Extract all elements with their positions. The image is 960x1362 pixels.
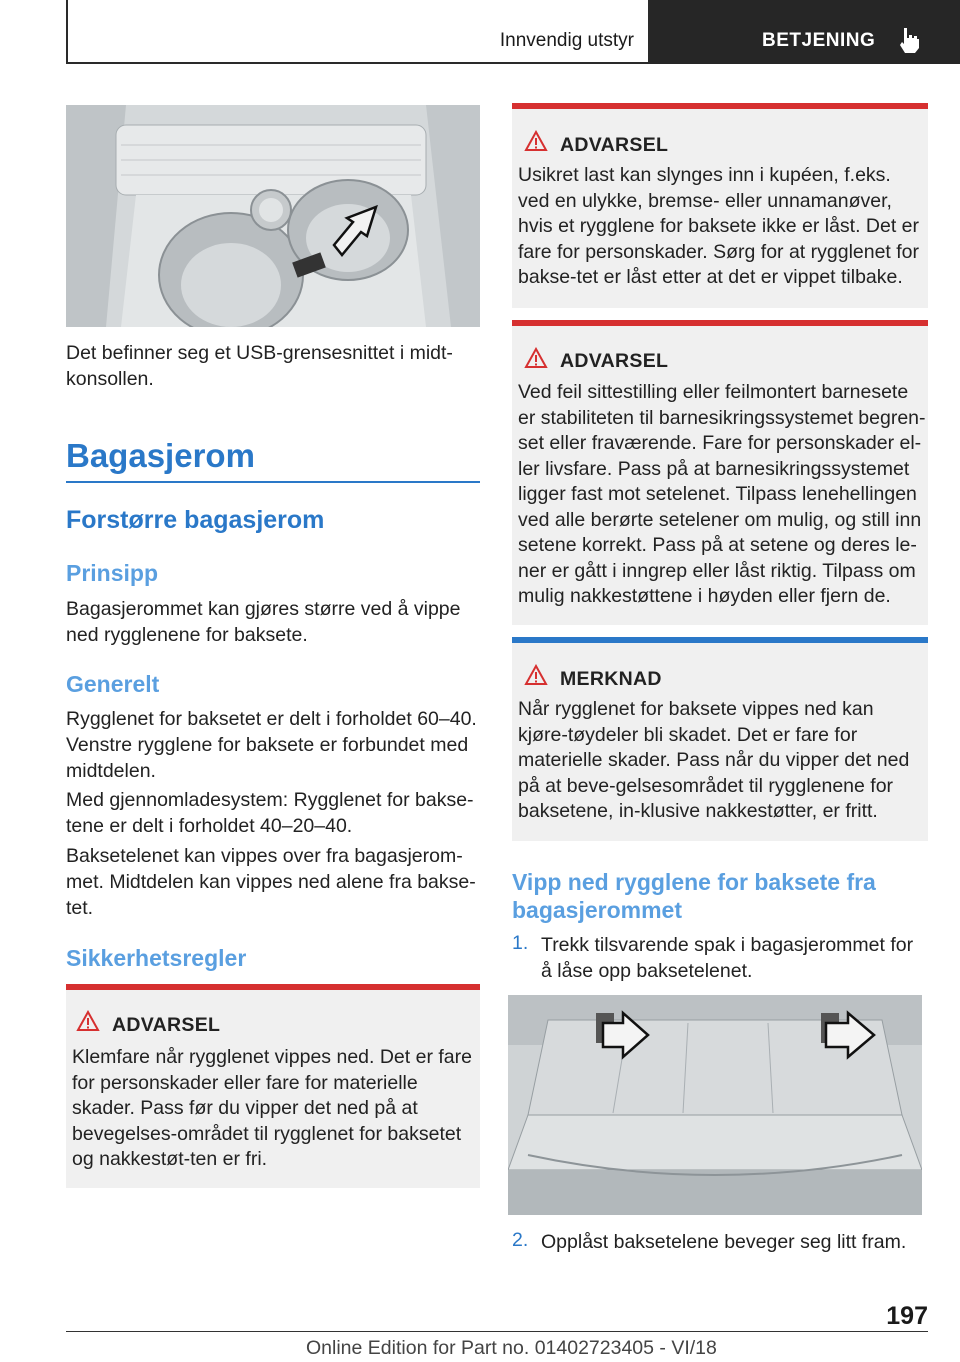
header-chapter-title: BETJENING [762,30,876,51]
chapter-heading: Bagasjerom [66,437,255,474]
warning-bar [66,984,480,990]
warning-box-pinch [66,984,480,1188]
note-text: Når rygglenet for baksete vippes ned kan kjøre-tøydeler bli skadet. Det er fare for materielle skader. Pass når du vipper det ned på at beve-gelsesområdet til rygglenene for baksetene, in-klusive nakkestøtter, er fritt. [518,698,910,822]
pointing-hand-icon [896,26,922,54]
step-text: Trekk tilsvarende spak i bagasjerommet for å låse opp baksetelenet. [541,934,914,982]
warning-text: Usikret last kan slynges inn i kupéen, f.eks. ved en ulykke, bremse- eller unnamanøver, hvis et rygglene for baksete ikke er låst. Det er fare for personskader. Sørg for at rygglenet for bakse-tet er låst etter at det er vippet tilbake. [518,164,920,288]
footer-rule [66,1331,928,1332]
general-paragraph-1: Rygglenet for baksetet er delt i forholdet 60–40. Venstre rygglene for baksete er forbundet med midtdelen. [66,708,477,782]
usb-console-figure [66,105,480,327]
warning-triangle-icon [524,130,548,152]
note-box-vehicle-damage [512,637,928,841]
trunk-lever-figure [508,995,922,1215]
general-paragraph-2: Med gjennomladesystem: Rygglenet for bakse-tene er delt i forholdet 40–20–40. [66,789,474,837]
warning-title: ADVARSEL [560,350,669,372]
section-heading: Forstørre bagasjerom [66,506,325,534]
warning-box-child-seat [512,320,928,625]
note-bar [512,637,928,643]
warning-bar [512,320,928,326]
step-text: Opplåst baksetelene beveger seg litt fram. [541,1231,907,1253]
warning-title: ADVARSEL [560,134,669,156]
chapter-heading-rule [66,481,480,483]
general-heading: Generelt [66,671,160,697]
caution-triangle-icon [524,664,548,686]
warning-triangle-icon [76,1010,100,1032]
warning-title: ADVARSEL [112,1014,221,1036]
general-paragraph-3: Baksetelenet kan vippes over fra bagasjerom-met. Midtdelen kan vippes ned alene fra bakse-tet. [66,845,476,919]
usb-caption: Det befinner seg et USB-grensesnittet i midt-konsollen. [66,342,453,390]
footer-edition: Online Edition for Part no. 01402723405 - VI/18 [306,1337,717,1359]
header-chapter-tab [650,0,960,64]
safety-heading: Sikkerhetsregler [66,945,247,971]
note-title: MERKNAD [560,668,662,690]
principle-heading: Prinsipp [66,560,159,586]
header-section-title: Innvendig utstyr [499,30,634,51]
header-section-box [66,0,650,64]
warning-triangle-icon [524,347,548,369]
warning-bar [512,103,928,109]
warning-box-unsecured-load [512,103,928,308]
principle-text: Bagasjerommet kan gjøres større ved å vippe ned rygglenene for baksete. [66,598,461,646]
step-number: 2. [512,1229,529,1251]
warning-text: Ved feil sittestilling eller feilmontert barnesete er stabiliteten til barnesikringssystemet begren-set eller fraværende. Fare for personskader el-ler livsfare. Pass på at barnesikringssystemet ligger fast mot setelenet. Tilpass lenehellingen ved alle berørte setelener om mulig, og still inn setene korrekt. Pass på at setene og deres le-ner er gått i inngrep eller låst riktig. Tilpass om mulig nakkestøttene i høyden eller fjern de. [518,381,926,607]
step-number: 1. [512,932,529,954]
warning-text: Klemfare når rygglenet vippes ned. Det er fare for personskader eller fare for materielle skader. Pass før du vipper det ned på at bevegelses-området til rygglenet for baksetet og nakkestøt-ten er fri. [72,1046,472,1170]
page-number: 197 [886,1302,928,1330]
subsection-heading: Vipp ned rygglene for baksete fra bagasjerommet [512,869,876,923]
